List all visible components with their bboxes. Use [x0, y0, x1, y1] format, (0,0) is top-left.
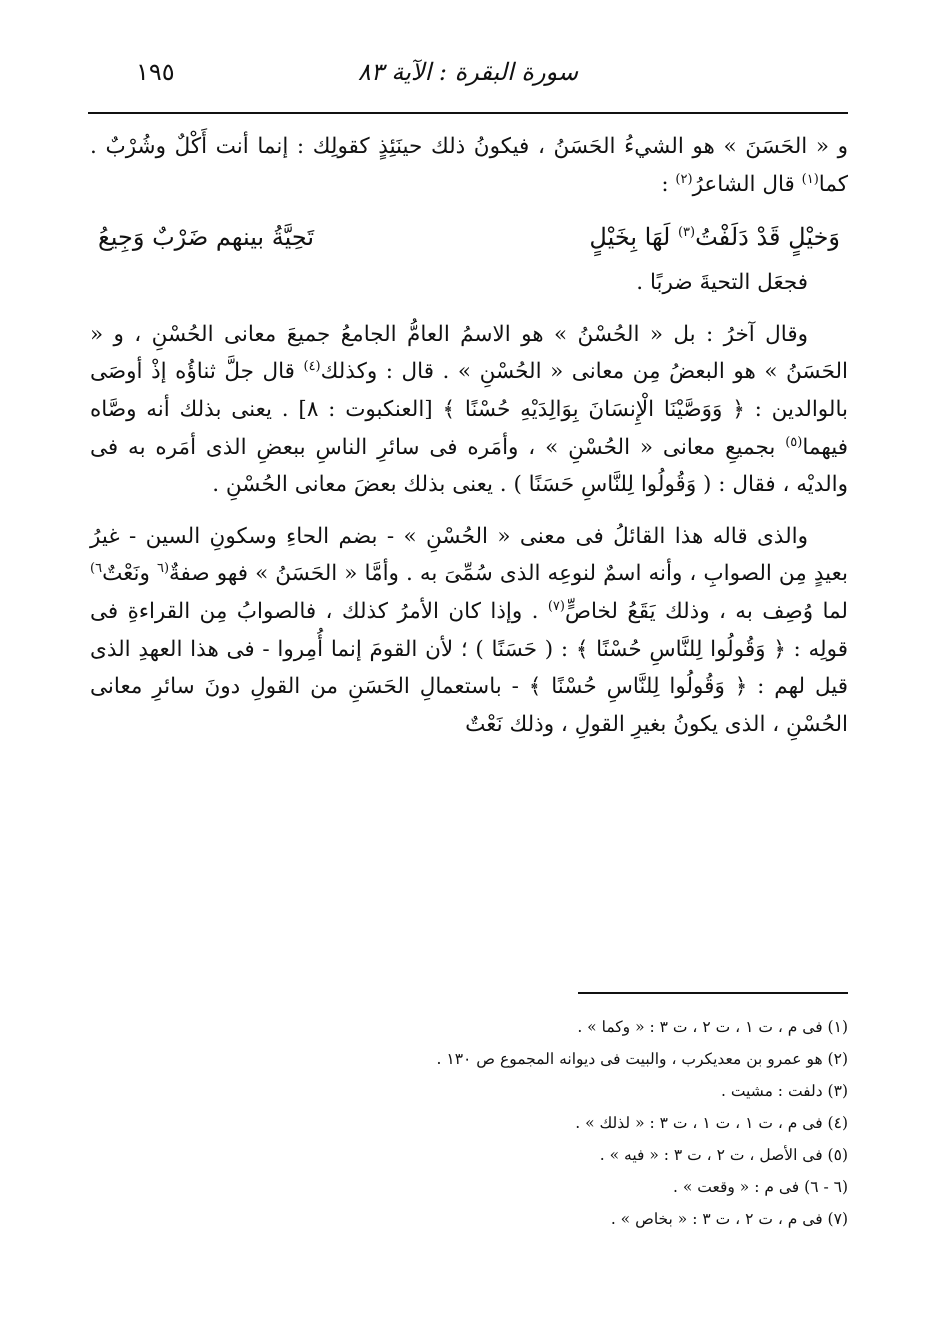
text-run: وقال آخرُ : بل « الحُسْنُ » هو الاسمُ العامُّ الجامعُ جميعَ معانى الحُسْنِ ، و « الحَسَنُ » هو البعضُ مِن معانى « الحُسْنِ » . قال : وكذلك	[90, 321, 848, 385]
footnote-ref-3: (٣)	[677, 225, 696, 241]
main-text	[90, 128, 848, 758]
footnote-7: (٧) فى م ، ت ٢ ، ت ٣ : « بخاص » .	[610, 1210, 848, 1228]
footnote-3: (٣) دلفت : مشيت .	[720, 1082, 848, 1100]
verse-first-hemistich	[589, 217, 840, 258]
header-rule	[88, 112, 848, 114]
running-title: سورة البقرة : الآية ٨٣	[357, 58, 579, 86]
footnote-ref-1: (١)	[801, 171, 819, 187]
footnote-ref-5: (٥)	[785, 434, 803, 450]
footnote-ref-7: (٧)	[547, 598, 565, 614]
footnote-5: (٥) فى الأصل ، ت ٢ ، ت ٣ : « فيه » .	[599, 1146, 848, 1164]
text-run: . وإذا كان الأمرُ كذلك ، فالصوابُ مِن القراءةِ فى قولِه : ﴿ وَقُولُوا لِلنَّاسِ حُسْنًا ﴾ : ( حَسَنًا ) ؛ لأن القومَ إنما أُمِروا - فى هذا العهدِ الذى قيل لهم : ﴿ وَقُولُوا لِلنَّاسِ حُسْنًا ﴾ - باستعمالِ الحَسَنِ من القولِ دونَ سائرِ معانى الحُسْنِ ، الذى يكونُ بغيرِ القولِ ، وذلك نَعْتٌ	[90, 599, 848, 737]
text-run: قال جلَّ ثناؤُه إذْ أوصَى بالوالدين : ﴿ وَوَصَّيْنَا الْإِنسَانَ بِوَالِدَيْهِ حُسْنًا ﴾ [العنكبوت : ٨] . يعنى بذلك أنه وصَّاه فيهما	[90, 359, 848, 460]
footnote-2: (٢) هو عمرو بن معديكرب ، والبيت فى ديوانه المجموع ص ١٣٠ .	[436, 1050, 848, 1068]
footnote-1: (١) فى م ، ت ١ ، ت ٢ ، ت ٣ : « وكما » .	[577, 1018, 848, 1036]
footnote-ref-6-end: ٦)	[90, 561, 103, 577]
text-run: بجميعِ معانى « الحُسْنِ » ، وأمَره فى سائرِ الناسِ ببعضِ الذى أمَره به فى والديْه ، فقال : ( وَقُولُوا لِلنَّاسِ حَسَنًا ) . يعنى بذلك بعضَ معانى الحُسْنِ .	[90, 434, 848, 498]
text-run: لما وُصِف به ، وذلك يَقَعُ لخاصٍّ	[564, 599, 848, 625]
footnote-ref-2: (٢)	[675, 171, 693, 187]
footnote-ref-4: (٤)	[303, 359, 321, 375]
text-run: و « الحَسَنَ » هو الشيءُ الحَسَنُ ، فيكونُ ذلك حينَئِذٍ كقولِك : إنما أنت أَكْلٌ وشُرْبٌ . كما	[90, 134, 848, 197]
text-run: وَخيْلٍ قَدْ دَلَفْتُ	[695, 223, 840, 252]
footnote-rule	[578, 992, 848, 994]
verse-second-hemistich: تَحِيَّةُ بينهم ضَرْبٌ وَجِيعُ	[98, 223, 315, 252]
text-run: :	[661, 171, 676, 197]
paragraph-1	[90, 128, 848, 203]
footnote-ref-6-start: (٦	[156, 561, 170, 577]
page-number: ١٩٥	[136, 58, 175, 86]
text-run: لَهَا بِخَيْلٍ	[589, 223, 678, 252]
footnote-4: (٤) فى م ، ت ١ ، ت ١ ، ت ٣ : « لذلك » .	[575, 1114, 848, 1132]
paragraph-4	[90, 518, 848, 744]
footnotes	[90, 1020, 848, 1244]
poetry-verse	[98, 217, 840, 258]
paragraph-3	[90, 316, 848, 504]
footnote-6: (٦ - ٦) فى م : « وقعت » .	[673, 1178, 848, 1196]
paragraph-2: فجعَل التحيةَ ضربًا .	[636, 270, 808, 296]
text-run: قال الشاعرُ	[692, 171, 802, 197]
text-run: والذى قاله هذا القائلُ فى معنى « الحُسْنِ » - بضم الحاءِ وسكونِ السين - غيرُ بعيدٍ مِن الصوابِ ، وأنه اسمٌ لنوعِه الذى سُمِّىَ به . وأمَّا « الحَسَنُ » فهو صفةٌ	[90, 523, 848, 587]
text-run: ونَعْتٌ	[102, 561, 157, 587]
